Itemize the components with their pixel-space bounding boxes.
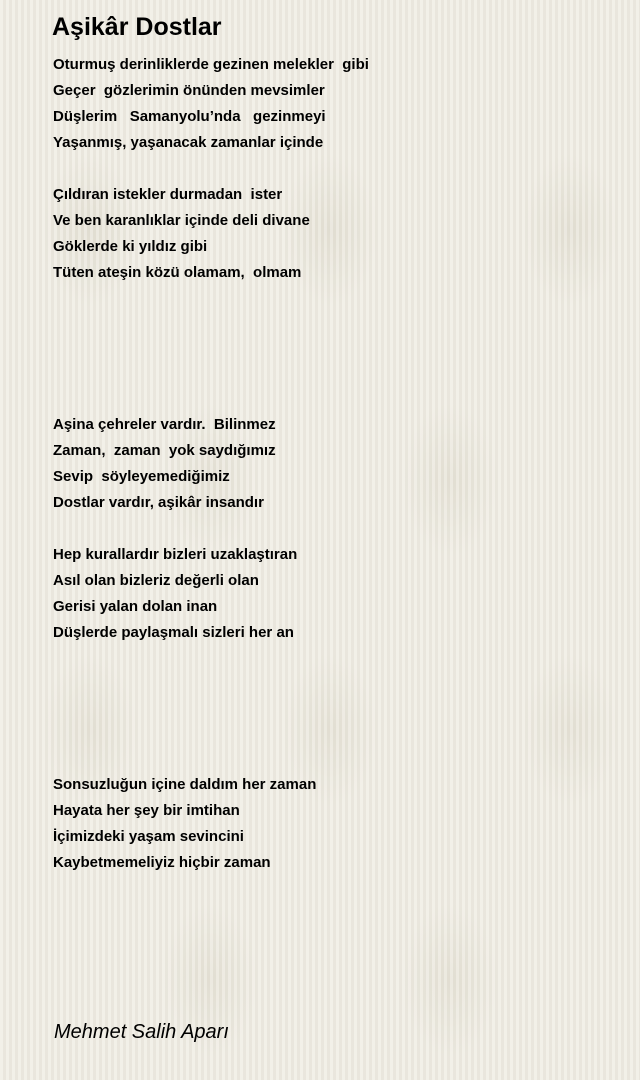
poem-line: Çıldıran istekler durmadan ister <box>53 186 283 203</box>
poem-author: Mehmet Salih Aparı <box>54 1021 229 1043</box>
poem-line: Gerisi yalan dolan inan <box>53 598 218 615</box>
stanza-3 <box>53 412 276 516</box>
poem-line: Geçer gözlerimin önünden mevsimler <box>53 82 325 99</box>
poem-line: Asıl olan bizleriz değerli olan <box>53 572 259 589</box>
stanza-1 <box>53 52 369 156</box>
poem-title: Aşikâr Dostlar <box>52 13 222 41</box>
poem-line: Düşlerde paylaşmalı sizleri her an <box>53 624 294 641</box>
poem-line: Düşlerim Samanyolu’nda gezinmeyi <box>53 108 326 125</box>
poem-line: Hep kurallardır bizleri uzaklaştıran <box>53 546 298 563</box>
poem-line: Ve ben karanlıklar içinde deli divane <box>53 212 310 229</box>
poem-line: Dostlar vardır, aşikâr insandır <box>53 494 264 511</box>
stanza-5 <box>53 772 316 876</box>
poem-line: Zaman, zaman yok saydığımız <box>53 442 276 459</box>
poem-line: Göklerde ki yıldız gibi <box>53 238 208 255</box>
poem-line: Aşina çehreler vardır. Bilinmez <box>53 416 276 433</box>
poem-line: Oturmuş derinliklerde gezinen melekler gibi <box>53 56 369 73</box>
poem-line: Kaybetmemeliyiz hiçbir zaman <box>53 854 271 871</box>
poem-line: Sevip söyleyemediğimiz <box>53 468 230 485</box>
poem-line: Tüten ateşin közü olamam, olmam <box>53 264 302 281</box>
stanza-4 <box>53 542 297 646</box>
poem-line: Hayata her şey bir imtihan <box>53 802 240 819</box>
poem-line: İçimizdeki yaşam sevincini <box>53 828 244 845</box>
poem-line: Sonsuzluğun içine daldım her zaman <box>53 776 317 793</box>
stanza-2 <box>53 182 310 286</box>
poem-line: Yaşanmış, yaşanacak zamanlar içinde <box>53 134 324 151</box>
